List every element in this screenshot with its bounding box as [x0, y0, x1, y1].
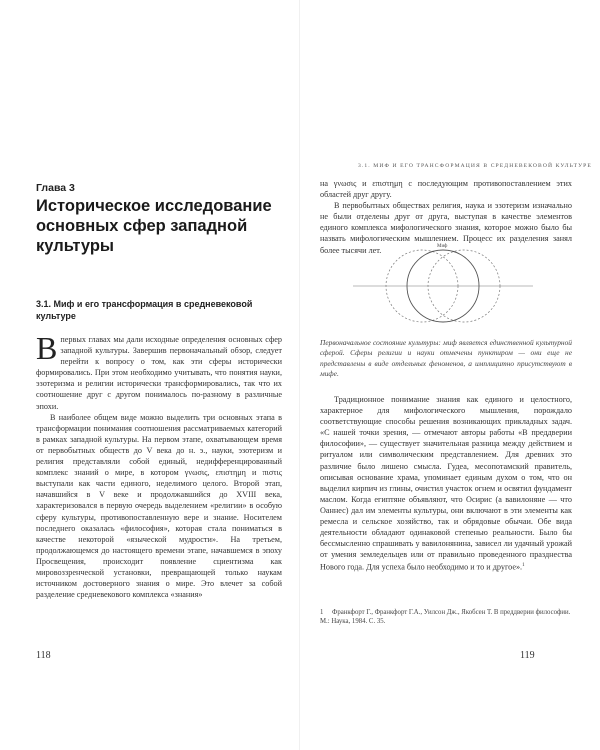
paragraph: В наиболее общем виде можно выделить три основных этапа в трансформации понимания соотношения рассматриваемых категорий в рамках западной культуры. На первом этапе, охватывающем время от первобытных обществ до V века до н. э., науки, эзотеризм и религия представляли собой единый, недифференцированный комплекс знаний о мире, в котором γνωσις, επιστημη и πιστις выступали как части единого, неделимого целого. Второй этап, начавшийся в V веке и продолжавшийся до XVIII века, характеризовался в первую очередь выделением «религии» в особую сферу культуры, противопоставленную вере и знание. Носителем последнего оказалась «философия», которая стала пониматься в качестве некоторой «языческой мудрости». На третьем, продолжающемся до настоящего времени этапе, начавшемся в эпоху Просвещения, происходит появление сциентизма как мировоззренческой установки, превращающей только наукам источником достоверного знания о мире. Это влечет за собой разделение средневекового комплекса «знания»	[36, 412, 282, 600]
page-number-right: 119	[520, 650, 535, 661]
paragraph-text: первых главах мы дали исходные определения основных сфер западной культуры. Завершив первоначальный обзор, следует перейти к вопросу о том, как эти сферы исторически формировались. При этом необходимо учитывать, что понятия науки, эзотеризма и религии исторически трансформировались, так что их соотношение друг с другом понималось по-разному в различные эпохи.	[36, 335, 282, 411]
paragraph: В первобытных обществах религия, наука и эзотеризм изначально не были отделены друг от друга, выступая в качестве элементов единого комплекса мифологического знания, которое можно было бы назвать мифологическим мышлением. Процесс их разделения занял более тысячи лет.	[320, 201, 572, 255]
chapter-label: Глава 3	[36, 182, 75, 194]
right-page	[300, 0, 600, 750]
right-body-text-bottom	[320, 394, 572, 573]
myth-spheres-diagram	[348, 243, 538, 328]
left-body-text	[36, 330, 282, 600]
diagram-label: Миф	[437, 244, 448, 249]
paragraph	[320, 394, 572, 573]
footnote	[320, 608, 572, 627]
page-number-left: 118	[36, 650, 51, 661]
footnote-reference: 1	[522, 563, 525, 569]
section-title: 3.1. Миф и его трансформация в средневековой культуре	[36, 299, 253, 321]
footnote-text: Франкфорт Г., Франкфорт Г.А., Уилсон Дж., Якобсен Т. В преддверии философии. М.: Наука, 1984. С. 35.	[320, 609, 571, 626]
diagram-caption: Первоначальное состояние культуры: миф является единственной культурной сферой. Сферы религии и науки отмечены пунктиром — они еще не представлены в виде отдельных феноменов, а имплицитно присутствуют в мифе.	[320, 338, 572, 378]
chapter-title: Историческое исследование основных сфер западной культуры	[36, 197, 272, 255]
paragraph	[36, 330, 282, 412]
drop-cap: В	[36, 330, 58, 366]
footnote-number: 1	[320, 609, 324, 616]
paragraph-text: Традиционное понимание знания как единого и целостного, характерное для мифологического мышления, порождало соответствующие способы решения возникающих прикладных задач. «С нашей точки зрения, — отмечают авторы работы «В преддверии философии», — существует значительная разница между действием и ритуалом или символическим представлением. Для древних это различие было лишено смысла. Гудеа, месопотамский правитель, описывая основание храма, упоминает единым духом о том, что он выделил кирпич из глины, очистил участок огнем и освятил фундамент маслом. Когда египтяне объявляют, что Осирис (а вавилоняне — что Оаннес) дал им элементы культуры, они включают в эти элементы как ремесла и сельское хозяйство, так и обрядовые обычаи. Обе вида деятельности обладают одинаковой степенью реальности. Было бы бессмысленно спрашивать у вавилонянина, зависел ли удачный урожай от умения земледельцев или от правильно проведенного празднества Нового года. Для успеха было необходимо и то и другое».	[320, 395, 572, 573]
running-head: 3.1. МИФ И ЕГО ТРАНСФОРМАЦИЯ В СРЕДНЕВЕКОВОЙ КУЛЬТУРЕ	[358, 163, 592, 169]
paragraph: на γνωσις и επιστημη с последующим противопоставлением этих областей друг другу.	[320, 179, 572, 200]
